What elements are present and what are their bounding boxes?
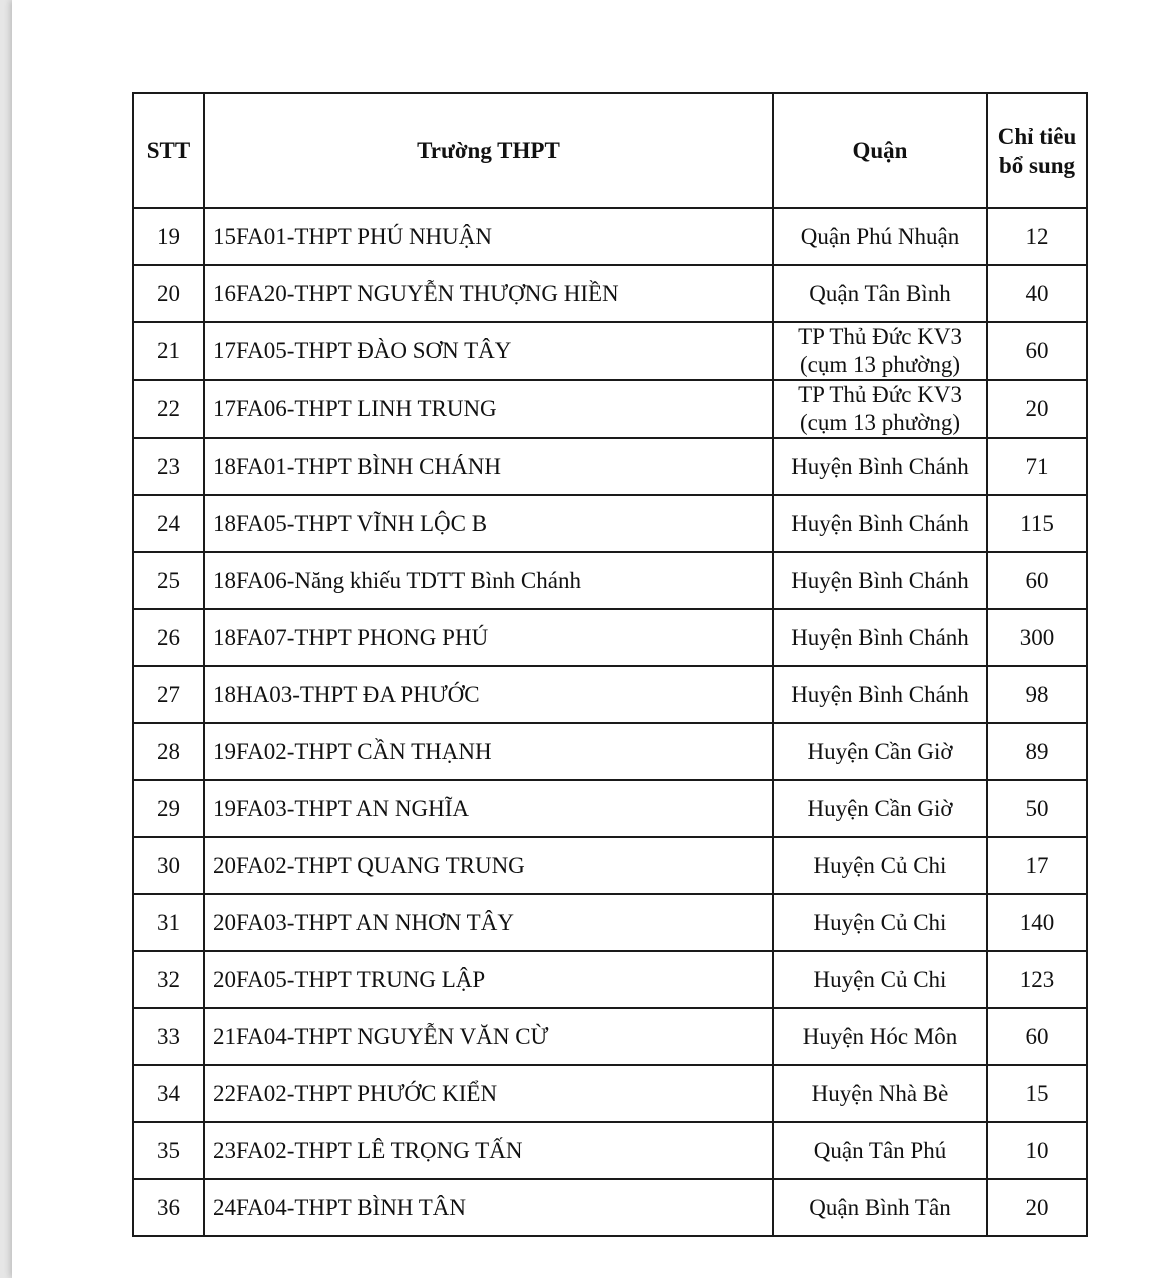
row-stt-cell: 33 [133, 1008, 204, 1065]
row-quota-cell: 89 [987, 723, 1087, 780]
header-quota: Chỉ tiêu bổ sung [987, 93, 1087, 208]
row-school-cell: 18FA01-THPT BÌNH CHÁNH [204, 438, 773, 495]
table-row [133, 723, 1087, 780]
row-quota-cell: 15 [987, 1065, 1087, 1122]
row-stt-cell: 36 [133, 1179, 204, 1236]
row-stt-cell: 28 [133, 723, 204, 780]
row-stt-cell: 32 [133, 951, 204, 1008]
row-stt-cell: 19 [133, 208, 204, 265]
row-quota-cell: 20 [987, 1179, 1087, 1236]
row-district-cell: Quận Phú Nhuận [773, 208, 987, 265]
table-row [133, 552, 1087, 609]
table-row [133, 894, 1087, 951]
table-row [133, 438, 1087, 495]
table-row [133, 1179, 1087, 1236]
header-stt: STT [133, 93, 204, 208]
row-school-cell: 19FA03-THPT AN NGHĨA [204, 780, 773, 837]
row-stt-cell: 34 [133, 1065, 204, 1122]
row-quota-cell: 10 [987, 1122, 1087, 1179]
row-quota-cell: 98 [987, 666, 1087, 723]
row-district-cell: Huyện Hóc Môn [773, 1008, 987, 1065]
row-quota-cell: 140 [987, 894, 1087, 951]
document-page [12, 0, 1170, 1278]
row-quota-cell: 60 [987, 1008, 1087, 1065]
row-stt-cell: 24 [133, 495, 204, 552]
row-quota-cell: 115 [987, 495, 1087, 552]
row-district-cell: Huyện Củ Chi [773, 951, 987, 1008]
row-quota-cell: 300 [987, 609, 1087, 666]
row-quota-cell: 60 [987, 322, 1087, 380]
row-school-cell: 18FA07-THPT PHONG PHÚ [204, 609, 773, 666]
row-district-cell: Huyện Nhà Bè [773, 1065, 987, 1122]
table-row [133, 951, 1087, 1008]
table-header-row [133, 93, 1087, 208]
row-district-cell: Huyện Củ Chi [773, 837, 987, 894]
row-district-cell: Quận Tân Bình [773, 265, 987, 322]
row-district-cell: Huyện Bình Chánh [773, 552, 987, 609]
table-row [133, 1122, 1087, 1179]
table-row [133, 495, 1087, 552]
row-stt-cell: 23 [133, 438, 204, 495]
row-school-cell: 18HA03-THPT ĐA PHƯỚC [204, 666, 773, 723]
row-quota-cell: 20 [987, 380, 1087, 438]
row-stt-cell: 20 [133, 265, 204, 322]
header-school: Trường THPT [204, 93, 773, 208]
row-stt-cell: 29 [133, 780, 204, 837]
row-district-cell: Huyện Bình Chánh [773, 666, 987, 723]
table-row [133, 837, 1087, 894]
table-row [133, 780, 1087, 837]
row-school-cell: 23FA02-THPT LÊ TRỌNG TẤN [204, 1122, 773, 1179]
row-school-cell: 21FA04-THPT NGUYỄN VĂN CỪ [204, 1008, 773, 1065]
table-body [133, 208, 1087, 1236]
table-row [133, 1065, 1087, 1122]
row-district-cell: Quận Tân Phú [773, 1122, 987, 1179]
row-district-cell: Huyện Bình Chánh [773, 495, 987, 552]
row-district-cell: Huyện Bình Chánh [773, 438, 987, 495]
row-school-cell: 15FA01-THPT PHÚ NHUẬN [204, 208, 773, 265]
row-stt-cell: 31 [133, 894, 204, 951]
table-row [133, 208, 1087, 265]
row-school-cell: 17FA05-THPT ĐÀO SƠN TÂY [204, 322, 773, 380]
row-school-cell: 20FA03-THPT AN NHƠN TÂY [204, 894, 773, 951]
row-school-cell: 22FA02-THPT PHƯỚC KIỂN [204, 1065, 773, 1122]
row-quota-cell: 12 [987, 208, 1087, 265]
row-school-cell: 18FA05-THPT VĨNH LỘC B [204, 495, 773, 552]
row-school-cell: 24FA04-THPT BÌNH TÂN [204, 1179, 773, 1236]
row-stt-cell: 22 [133, 380, 204, 438]
row-district-cell: Huyện Củ Chi [773, 894, 987, 951]
table-row [133, 322, 1087, 380]
row-quota-cell: 123 [987, 951, 1087, 1008]
table-row [133, 380, 1087, 438]
row-stt-cell: 27 [133, 666, 204, 723]
row-district-cell: TP Thủ Đức KV3 (cụm 13 phường) [773, 322, 987, 380]
table-row [133, 609, 1087, 666]
row-stt-cell: 25 [133, 552, 204, 609]
row-stt-cell: 35 [133, 1122, 204, 1179]
row-school-cell: 18FA06-Năng khiếu TDTT Bình Chánh [204, 552, 773, 609]
table-row [133, 265, 1087, 322]
row-quota-cell: 60 [987, 552, 1087, 609]
header-district: Quận [773, 93, 987, 208]
row-school-cell: 20FA02-THPT QUANG TRUNG [204, 837, 773, 894]
row-district-cell: Quận Bình Tân [773, 1179, 987, 1236]
row-school-cell: 17FA06-THPT LINH TRUNG [204, 380, 773, 438]
row-school-cell: 20FA05-THPT TRUNG LẬP [204, 951, 773, 1008]
row-school-cell: 19FA02-THPT CẦN THẠNH [204, 723, 773, 780]
row-district-cell: Huyện Bình Chánh [773, 609, 987, 666]
table-row [133, 666, 1087, 723]
row-district-cell: TP Thủ Đức KV3 (cụm 13 phường) [773, 380, 987, 438]
row-stt-cell: 30 [133, 837, 204, 894]
row-quota-cell: 40 [987, 265, 1087, 322]
row-quota-cell: 71 [987, 438, 1087, 495]
row-quota-cell: 50 [987, 780, 1087, 837]
row-district-cell: Huyện Cần Giờ [773, 780, 987, 837]
row-school-cell: 16FA20-THPT NGUYỄN THƯỢNG HIỀN [204, 265, 773, 322]
quota-table [132, 92, 1088, 1237]
row-stt-cell: 26 [133, 609, 204, 666]
row-district-cell: Huyện Cần Giờ [773, 723, 987, 780]
row-quota-cell: 17 [987, 837, 1087, 894]
row-stt-cell: 21 [133, 322, 204, 380]
table-row [133, 1008, 1087, 1065]
